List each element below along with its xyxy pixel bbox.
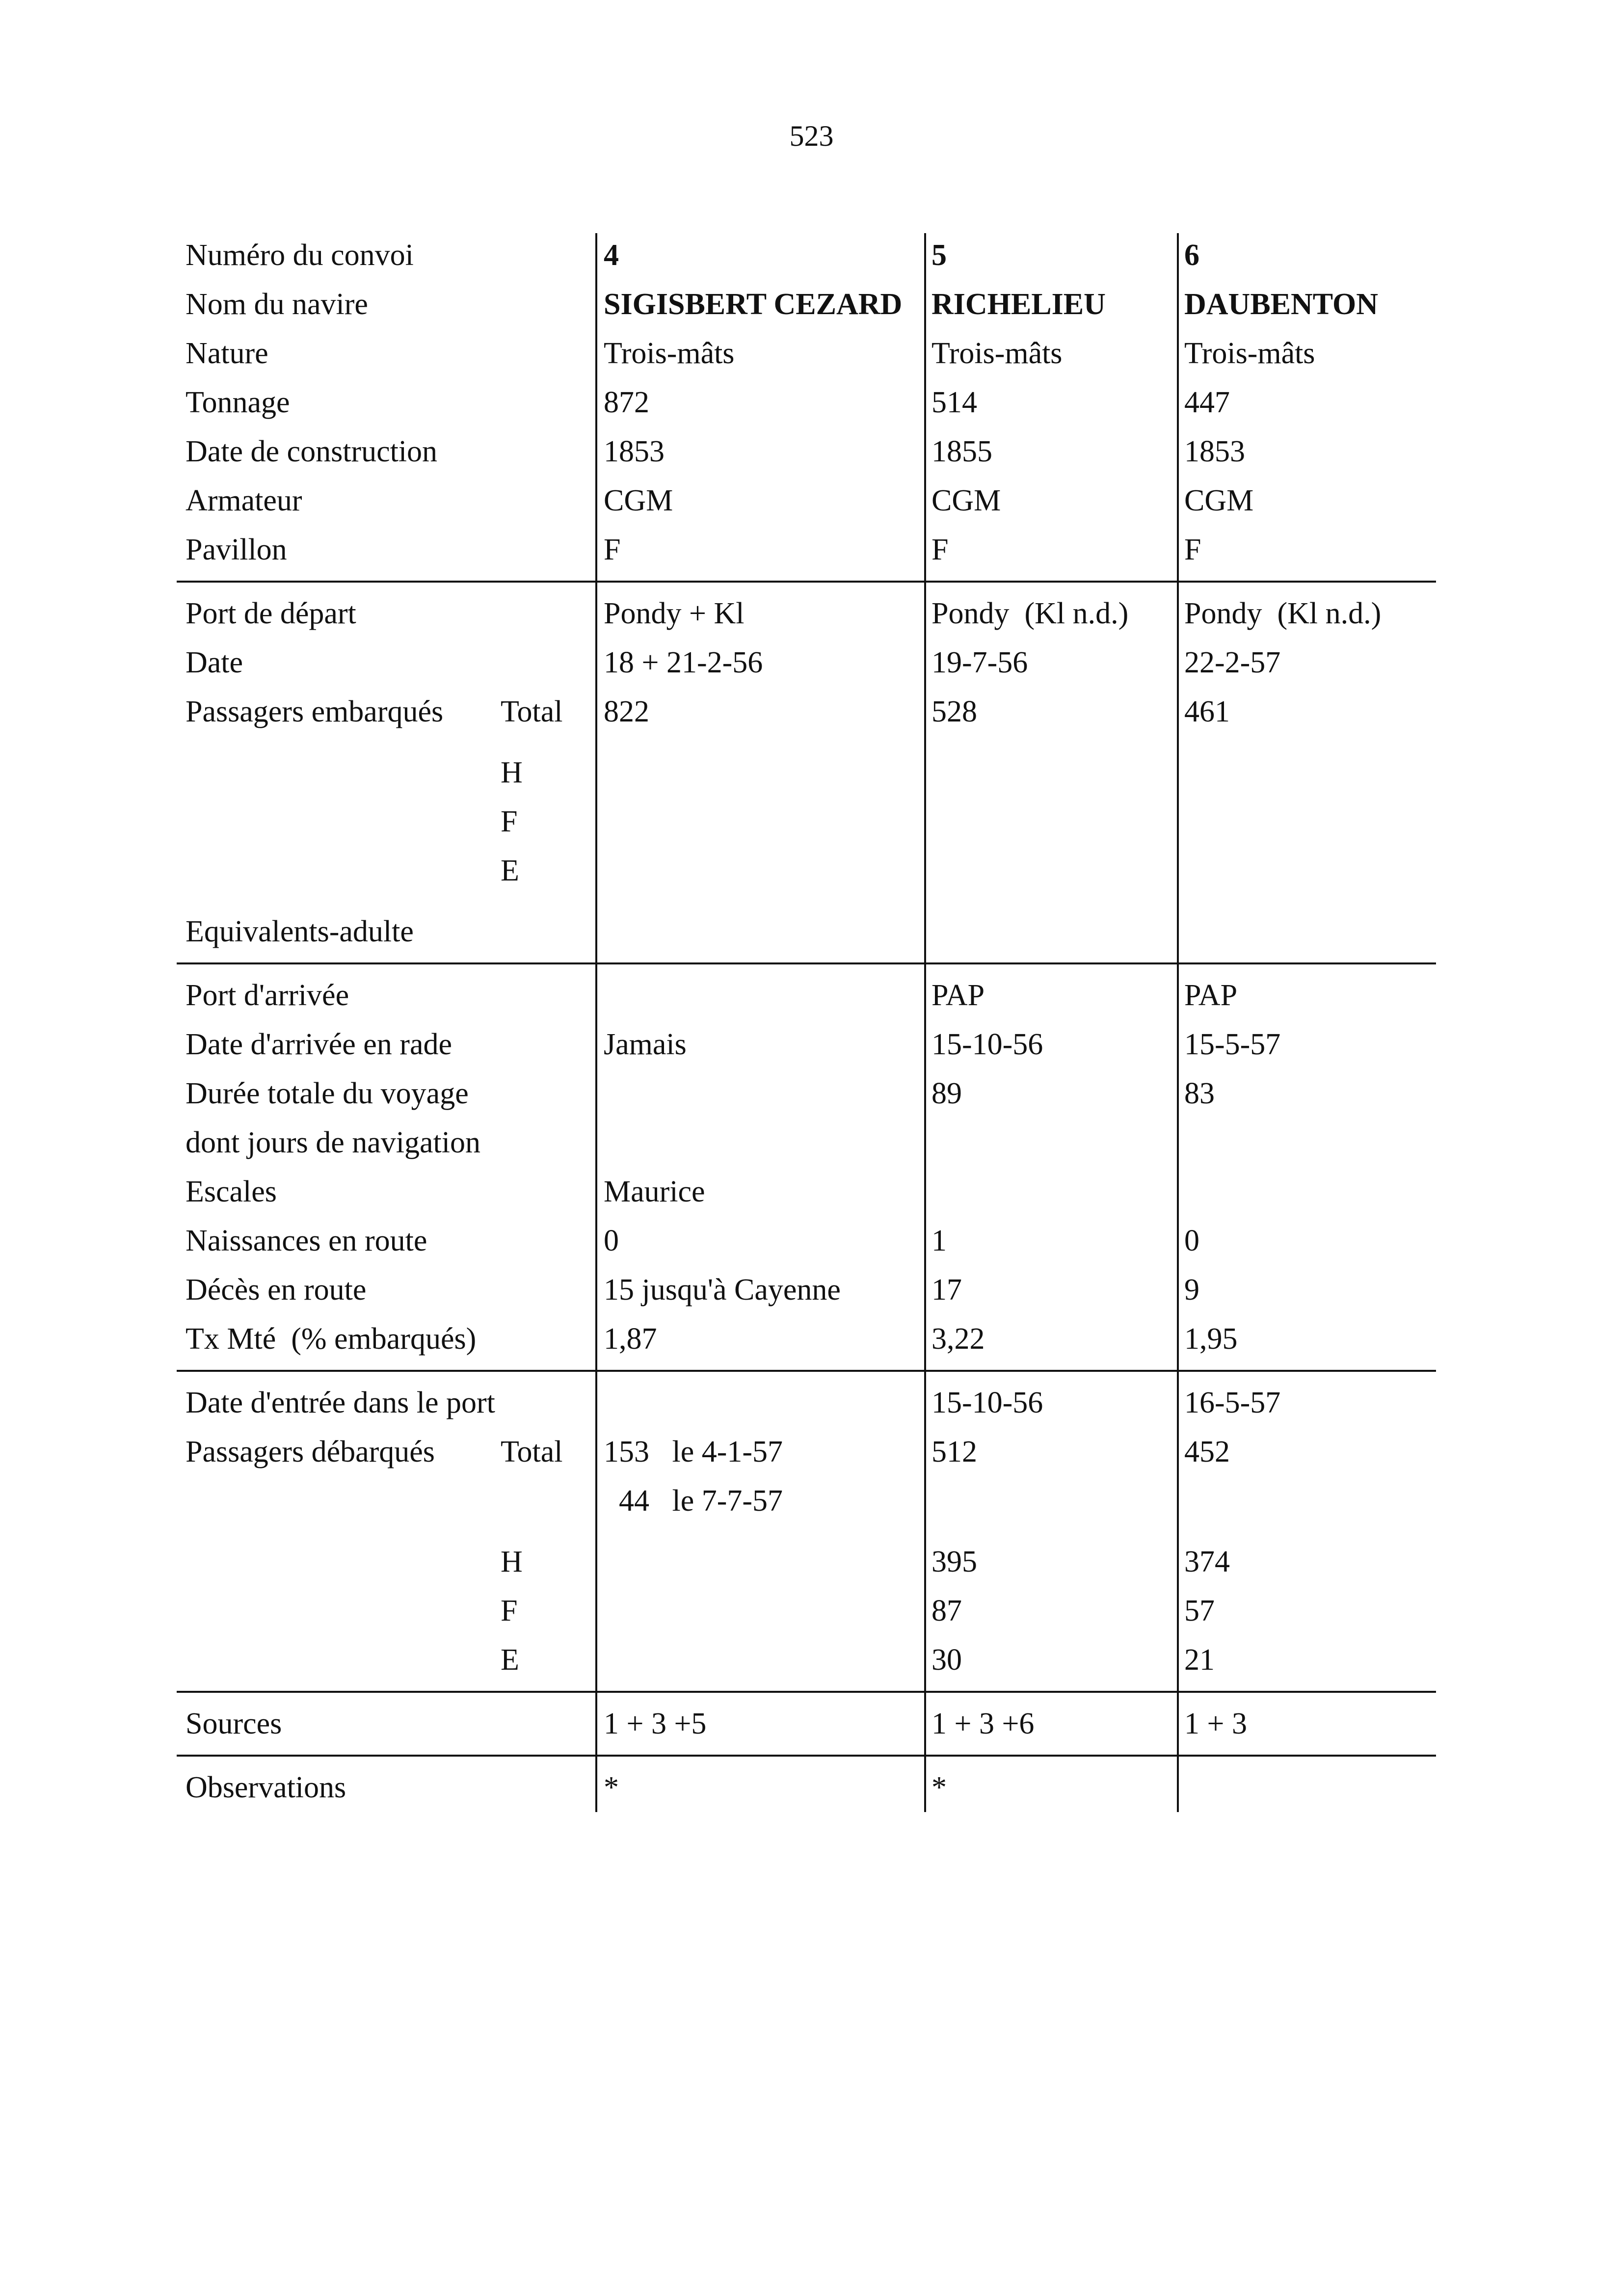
table-row	[177, 329, 1436, 378]
table-row	[177, 638, 1436, 687]
section-rule	[177, 581, 1436, 583]
table-row	[177, 525, 1436, 574]
row-spacer	[177, 736, 1436, 748]
row-label: Décès en route	[186, 1273, 367, 1307]
row-sublabel: E	[501, 854, 519, 887]
convoy-4-value: 44 le 7-7-57	[604, 1484, 783, 1518]
convoy-5-value: PAP	[931, 979, 985, 1012]
convoy-6-value: 22-2-57	[1184, 646, 1281, 679]
convoy-6-value: 57	[1184, 1594, 1215, 1628]
convoy-6-value: F	[1184, 533, 1201, 566]
convoy-4-value: 18 + 21-2-56	[604, 646, 763, 679]
row-label: Port d'arrivée	[186, 979, 349, 1012]
convoy-5-value: RICHELIEU	[931, 288, 1106, 321]
convoy-5-value: *	[931, 1771, 947, 1804]
row-label: Tonnage	[186, 386, 290, 419]
row-label: Passagers embarqués	[186, 695, 444, 728]
convoy-4-value: SIGISBERT CEZARD	[604, 288, 903, 321]
convoy-6-value: 16-5-57	[1184, 1386, 1281, 1419]
convoy-4-value: 1853	[604, 435, 665, 468]
table-row	[177, 797, 1436, 846]
row-sublabel: Total	[501, 1435, 563, 1468]
convoy-5-value: F	[931, 533, 949, 566]
row-sublabel: Total	[501, 695, 563, 728]
convoy-5-value: 3,22	[931, 1322, 985, 1356]
section-rule	[177, 1755, 1436, 1757]
table-row	[177, 1635, 1436, 1684]
table-row	[177, 1537, 1436, 1586]
table-row	[177, 1476, 1436, 1525]
convoy-6-value: 9	[1184, 1273, 1199, 1307]
row-label: Date d'entrée dans le port	[186, 1386, 495, 1419]
convoy-6-value: DAUBENTON	[1184, 288, 1379, 321]
convoy-5-value: 5	[931, 239, 947, 272]
row-spacer	[177, 1525, 1436, 1537]
section-rule	[177, 1691, 1436, 1693]
convoy-6-value: 374	[1184, 1545, 1230, 1578]
convoy-6-value: PAP	[1184, 979, 1238, 1012]
convoy-4-value: 0	[604, 1224, 619, 1257]
convoy-5-value: CGM	[931, 484, 1001, 517]
convoy-4-value: 822	[604, 695, 649, 728]
convoy-5-value: 395	[931, 1545, 977, 1578]
convoy-5-value: 15-10-56	[931, 1386, 1043, 1419]
convoy-5-value: 17	[931, 1273, 962, 1307]
convoy-4-value: 872	[604, 386, 649, 419]
column-rule	[924, 233, 926, 1812]
table-row	[177, 1069, 1436, 1118]
table-row	[177, 231, 1436, 280]
convoy-5-value: 528	[931, 695, 977, 728]
row-sublabel: E	[501, 1643, 519, 1677]
convoy-6-value: 0	[1184, 1224, 1199, 1257]
row-label: Observations	[186, 1771, 346, 1804]
convoy-5-value: 1855	[931, 435, 992, 468]
convoy-4-value: 1,87	[604, 1322, 657, 1356]
table-row	[177, 971, 1436, 1020]
convoy-6-value: 447	[1184, 386, 1230, 419]
convoy-6-value: 1 + 3	[1184, 1707, 1247, 1740]
convoy-6-value: Pondy (Kl n.d.)	[1184, 597, 1382, 630]
column-rule	[595, 233, 597, 1812]
row-label: Passagers débarqués	[186, 1435, 435, 1468]
table-row	[177, 1265, 1436, 1314]
row-label: Armateur	[186, 484, 302, 517]
table-row	[177, 1586, 1436, 1635]
table-row	[177, 687, 1436, 736]
table-row	[177, 1314, 1436, 1363]
table-row	[177, 280, 1436, 329]
row-label: Nom du navire	[186, 288, 368, 321]
row-label: Date	[186, 646, 243, 679]
convoy-4-value: 153 le 4-1-57	[604, 1435, 783, 1468]
convoy-6-value: 1,95	[1184, 1322, 1238, 1356]
row-spacer	[177, 895, 1436, 907]
convoy-5-value: 87	[931, 1594, 962, 1628]
convoy-4-value: Jamais	[604, 1028, 687, 1061]
table-row	[177, 1763, 1436, 1812]
section-rule	[177, 1370, 1436, 1372]
convoy-4-value: 15 jusqu'à Cayenne	[604, 1273, 841, 1307]
convoy-4-value: Maurice	[604, 1175, 705, 1208]
row-label: Equivalents-adulte	[186, 915, 414, 948]
row-label: Nature	[186, 337, 268, 370]
row-label: Naissances en route	[186, 1224, 427, 1257]
convoy-5-value: 30	[931, 1643, 962, 1677]
row-sublabel: F	[501, 1594, 518, 1628]
column-rule	[1177, 233, 1179, 1812]
convoy-table	[177, 231, 1436, 1812]
convoy-4-value: *	[604, 1771, 619, 1804]
table-row	[177, 1699, 1436, 1748]
convoy-6-value: 83	[1184, 1077, 1215, 1110]
table-row	[177, 1118, 1436, 1167]
row-label: dont jours de navigation	[186, 1126, 480, 1159]
table-row	[177, 846, 1436, 895]
row-label: Pavillon	[186, 533, 287, 566]
table-row	[177, 748, 1436, 797]
convoy-4-value: Trois-mâts	[604, 337, 735, 370]
convoy-5-value: 89	[931, 1077, 962, 1110]
convoy-6-value: CGM	[1184, 484, 1254, 517]
row-sublabel: H	[501, 756, 523, 789]
table-row	[177, 589, 1436, 638]
convoy-6-value: 461	[1184, 695, 1230, 728]
row-label: Tx Mté (% embarqués)	[186, 1322, 477, 1356]
row-label: Durée totale du voyage	[186, 1077, 469, 1110]
convoy-6-value: 1853	[1184, 435, 1245, 468]
convoy-5-value: 514	[931, 386, 977, 419]
convoy-6-value: 15-5-57	[1184, 1028, 1281, 1061]
convoy-6-value: 21	[1184, 1643, 1215, 1677]
convoy-5-value: 1 + 3 +6	[931, 1707, 1035, 1740]
table-row	[177, 1167, 1436, 1216]
convoy-4-value: 4	[604, 239, 619, 272]
table-row	[177, 1427, 1436, 1476]
row-label: Date d'arrivée en rade	[186, 1028, 452, 1061]
convoy-5-value: 15-10-56	[931, 1028, 1043, 1061]
convoy-5-value: 1	[931, 1224, 947, 1257]
row-label: Port de départ	[186, 597, 356, 630]
table-row	[177, 427, 1436, 476]
convoy-4-value: F	[604, 533, 621, 566]
table-row	[177, 1020, 1436, 1069]
convoy-5-value: Pondy (Kl n.d.)	[931, 597, 1129, 630]
row-label: Escales	[186, 1175, 277, 1208]
table-row	[177, 378, 1436, 427]
row-label: Numéro du convoi	[186, 239, 414, 272]
convoy-6-value: 6	[1184, 239, 1199, 272]
section-rule	[177, 962, 1436, 964]
table-row	[177, 907, 1436, 956]
convoy-5-value: 512	[931, 1435, 977, 1468]
table-row	[177, 1378, 1436, 1427]
row-label: Date de construction	[186, 435, 438, 468]
row-label: Sources	[186, 1707, 282, 1740]
table-row	[177, 476, 1436, 525]
convoy-5-value: Trois-mâts	[931, 337, 1063, 370]
page-number: 523	[789, 120, 834, 152]
convoy-5-value: 19-7-56	[931, 646, 1028, 679]
convoy-4-value: Pondy + Kl	[604, 597, 745, 630]
row-sublabel: H	[501, 1545, 523, 1578]
convoy-4-value: CGM	[604, 484, 673, 517]
convoy-6-value: Trois-mâts	[1184, 337, 1315, 370]
table-row	[177, 1216, 1436, 1265]
convoy-4-value: 1 + 3 +5	[604, 1707, 707, 1740]
convoy-6-value: 452	[1184, 1435, 1230, 1468]
row-sublabel: F	[501, 805, 518, 838]
